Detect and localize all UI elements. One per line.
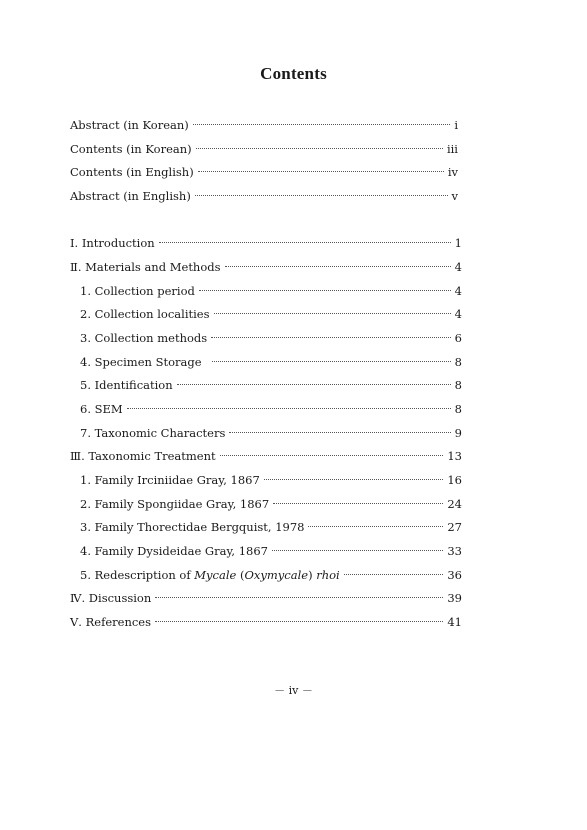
toc-entry[interactable]: [80, 283, 462, 299]
toc-entry[interactable]: [80, 425, 462, 441]
toc-entry-label: 4. Specimen Storage: [80, 355, 202, 369]
toc-leader: [229, 432, 450, 433]
toc-entry-label: 2. Collection localities: [80, 307, 210, 321]
toc-leader: [196, 148, 443, 149]
toc-leader: [198, 171, 444, 172]
toc-entry-page: 33: [447, 544, 462, 558]
toc-entry-page: 4: [454, 307, 462, 321]
toc-entry-label: Contents (in English): [70, 165, 194, 179]
toc-entry[interactable]: [80, 401, 462, 417]
toc-entry[interactable]: [80, 496, 462, 512]
toc-leader: [214, 313, 451, 314]
toc-entry-label: 1. Collection period: [80, 284, 195, 298]
toc-entry-label: 6. SEM: [80, 402, 123, 416]
toc-leader: [212, 361, 451, 362]
toc-entry[interactable]: [70, 259, 462, 275]
label-text: ): [308, 568, 317, 582]
toc-leader: [199, 290, 451, 291]
toc-entry-page: 41: [447, 615, 462, 629]
toc-entry-label: 1. Family Irciniidae Gray, 1867: [80, 473, 260, 487]
toc-leader: [344, 574, 444, 575]
toc-entry[interactable]: [80, 354, 462, 370]
toc-entry-label: 3. Collection methods: [80, 331, 208, 345]
toc-entry-page: 16: [447, 473, 462, 487]
toc-entry[interactable]: [70, 235, 462, 251]
toc-leader: [273, 503, 443, 504]
toc-entry-label: 5. Identification: [80, 378, 173, 392]
toc-entry-page: 8: [454, 378, 462, 392]
toc-entry-label: Ⅱ. Materials and Methods: [70, 260, 221, 274]
toc-leader: [155, 621, 443, 622]
toc-entry[interactable]: [80, 543, 462, 559]
toc-entry-label: [80, 567, 340, 583]
toc-entry[interactable]: [70, 164, 458, 180]
species-name: rhoi: [316, 568, 340, 582]
label-text: 5. Redescription of: [80, 568, 195, 582]
toc-entry[interactable]: [70, 614, 462, 630]
toc-leader: [195, 195, 448, 196]
toc-entry-page: 13: [447, 449, 462, 463]
toc-leader: [127, 408, 451, 409]
toc-entry-page: 9: [454, 426, 462, 440]
toc-leader: [211, 337, 451, 338]
toc-entry-page: 24: [447, 497, 462, 511]
toc-entry-label: Ⅰ. Introduction: [70, 236, 155, 250]
toc-entry-page: i: [454, 118, 458, 132]
toc-entry-page: 4: [454, 284, 462, 298]
toc-entry[interactable]: [70, 117, 458, 133]
genus-name: Mycale: [194, 568, 237, 582]
toc-entry[interactable]: [80, 377, 462, 393]
toc-entry-page: 36: [447, 568, 462, 582]
toc-entry-label: 7. Taxonomic Characters: [80, 426, 226, 440]
toc-entry[interactable]: [70, 188, 458, 204]
toc-entry[interactable]: [80, 519, 462, 535]
toc-leader: [272, 550, 443, 551]
subgenus-name: Oxymycale: [244, 568, 309, 582]
toc-entry-label: Abstract (in Korean): [70, 118, 189, 132]
toc-leader: [225, 266, 451, 267]
toc-entry[interactable]: [70, 590, 462, 606]
toc-entry-page: v: [451, 189, 458, 203]
toc-leader: [264, 479, 444, 480]
toc-entry-page: 6: [454, 331, 462, 345]
toc-entry-label: 4. Family Dysideidae Gray, 1867: [80, 544, 269, 558]
toc-entry-label: Ⅴ. References: [70, 615, 151, 629]
toc-entry-label: Contents (in Korean): [70, 142, 192, 156]
toc-leader: [220, 455, 444, 456]
page-title: Contents: [260, 64, 327, 83]
toc-leader: [193, 124, 451, 125]
toc-entry-label: 3. Family Thorectidae Bergquist, 1978: [80, 520, 305, 534]
toc-leader: [177, 384, 451, 385]
toc-entry-page: 4: [454, 260, 462, 274]
toc-entry-page: 39: [447, 591, 462, 605]
toc-entry[interactable]: [70, 141, 458, 157]
toc-entry-label: Abstract (in English): [70, 189, 191, 203]
toc-entry-page: 27: [447, 520, 462, 534]
toc-entry[interactable]: [80, 472, 462, 488]
toc-entry-label: 2. Family Spongiidae Gray, 1867: [80, 497, 270, 511]
toc-entry-page: 8: [454, 402, 462, 416]
toc-leader: [155, 597, 443, 598]
toc-leader: [159, 242, 451, 243]
toc-entry-label: Ⅳ. Discussion: [70, 591, 152, 605]
page-number-footer: － iv －: [274, 684, 313, 697]
toc-entry-label: Ⅲ. Taxonomic Treatment: [70, 449, 216, 463]
toc-entry[interactable]: [80, 306, 462, 322]
toc-entry-page: 8: [454, 355, 462, 369]
toc-entry-page: iv: [447, 165, 458, 179]
toc-entry-page: iii: [446, 142, 458, 156]
toc-entry-page: 1: [454, 236, 462, 250]
toc-entry[interactable]: [80, 330, 462, 346]
label-text: (: [236, 568, 245, 582]
toc-leader: [308, 526, 443, 527]
toc-entry[interactable]: [80, 567, 462, 583]
toc-entry[interactable]: [70, 448, 462, 464]
